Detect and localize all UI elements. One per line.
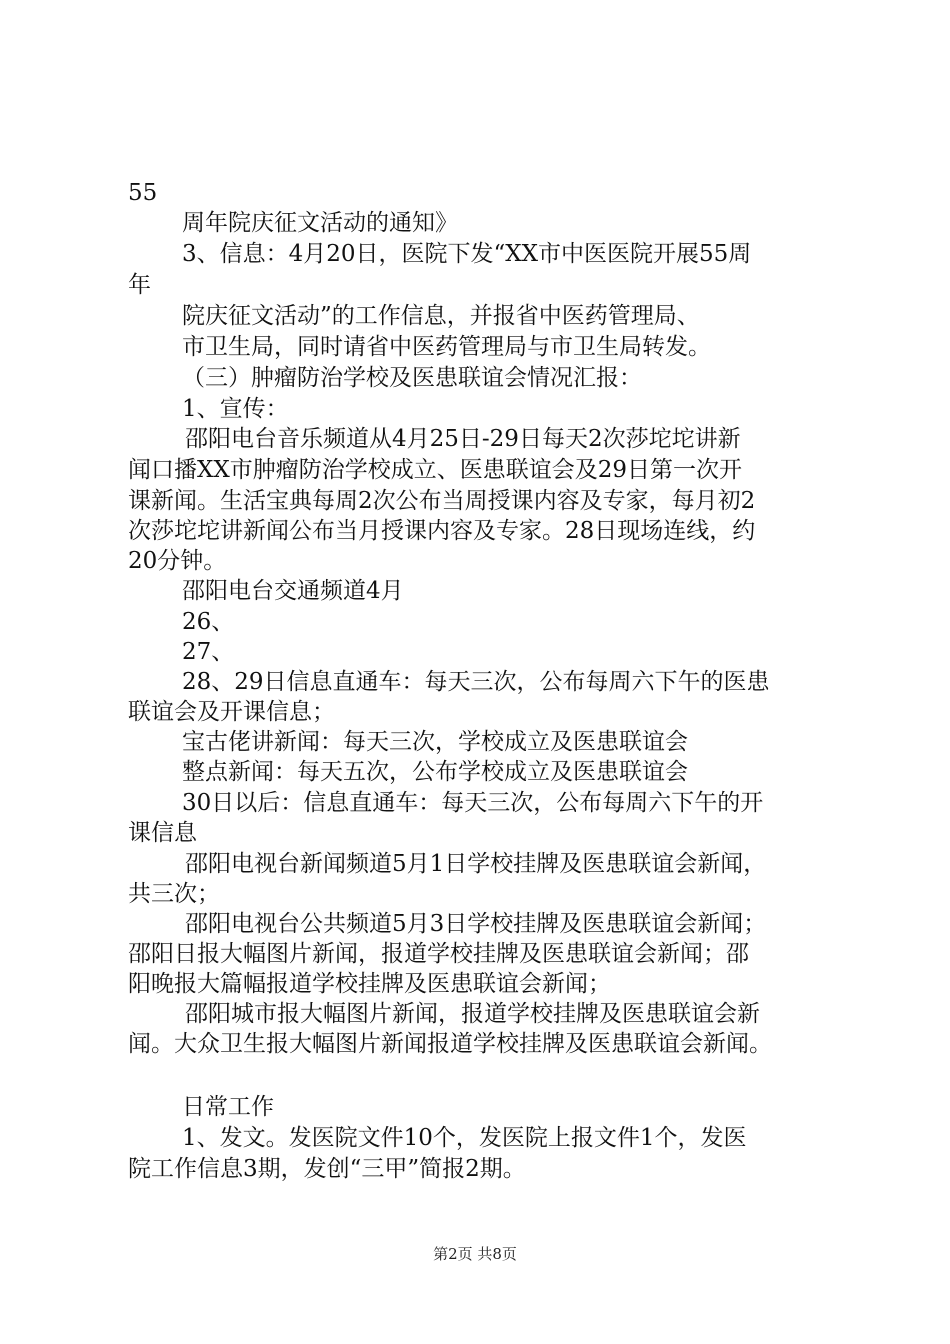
text-line: 院工作信息3期，发创“三甲”简报2期。 xyxy=(128,1156,526,1182)
section-heading: （三）肿瘤防治学校及医患联谊会情况汇报： xyxy=(182,365,642,391)
text-line: 1、宣传： xyxy=(182,396,289,422)
text-line: 3、信息：4月20日，医院下发“XX市中医医院开展55周 xyxy=(182,241,752,267)
text-line: 20分钟。 xyxy=(128,548,227,574)
text-line: 邵阳电台音乐频道从4月25日-29日每天2次莎坨坨讲新 xyxy=(185,426,741,452)
text-line: 整点新闻：每天五次，公布学校成立及医患联谊会 xyxy=(182,759,688,785)
text-line: 28、29日信息直通车：每天三次，公布每周六下午的医患 xyxy=(182,669,770,695)
text-line: 次莎坨坨讲新闻公布当月授课内容及专家。28日现场连线，约 xyxy=(128,518,756,544)
section-heading: 日常工作 xyxy=(182,1094,274,1120)
text-line: 联谊会及开课信息； xyxy=(128,699,335,725)
text-line: 课新闻。生活宝典每周2次公布当周授课内容及专家，每月初2 xyxy=(128,488,756,514)
text-line: 闻。大众卫生报大幅图片新闻报道学校挂牌及医患联谊会新闻。 xyxy=(128,1031,772,1057)
text-line: 1、发文。发医院文件10个，发医院上报文件1个，发医 xyxy=(182,1125,747,1151)
text-line: 年 xyxy=(128,272,151,298)
text-line: 邵阳电台交通频道4月 xyxy=(182,578,404,604)
text-line: 邵阳电视台新闻频道5月1日学校挂牌及医患联谊会新闻， xyxy=(185,851,767,877)
text-line: 院庆征文活动”的工作信息，并报省中医药管理局、 xyxy=(182,303,700,329)
text-line: 共三次； xyxy=(128,881,220,907)
text-line: 26、 xyxy=(182,609,235,635)
text-line: 周年院庆征文活动的通知》 xyxy=(182,210,458,236)
text-line: 30日以后：信息直通车：每天三次，公布每周六下午的开 xyxy=(182,790,764,816)
text-line: 市卫生局，同时请省中医药管理局与市卫生局转发。 xyxy=(182,334,711,360)
text-line: 27、 xyxy=(182,639,235,665)
page-footer: 第2页 共8页 xyxy=(433,1245,517,1263)
text-line: 宝古佬讲新闻：每天三次，学校成立及医患联谊会 xyxy=(182,729,688,755)
text-line: 55 xyxy=(128,180,158,206)
text-line: 邵阳日报大幅图片新闻，报道学校挂牌及医患联谊会新闻；邵 xyxy=(128,941,749,967)
text-line: 课信息 xyxy=(128,820,197,846)
text-line: 邵阳电视台公共频道5月3日学校挂牌及医患联谊会新闻； xyxy=(185,911,767,937)
text-line: 邵阳城市报大幅图片新闻，报道学校挂牌及医患联谊会新 xyxy=(185,1001,760,1027)
text-line: 闻口播XX市肿瘤防治学校成立、医患联谊会及29日第一次开 xyxy=(128,457,743,483)
text-line: 阳晚报大篇幅报道学校挂牌及医患联谊会新闻； xyxy=(128,971,611,997)
